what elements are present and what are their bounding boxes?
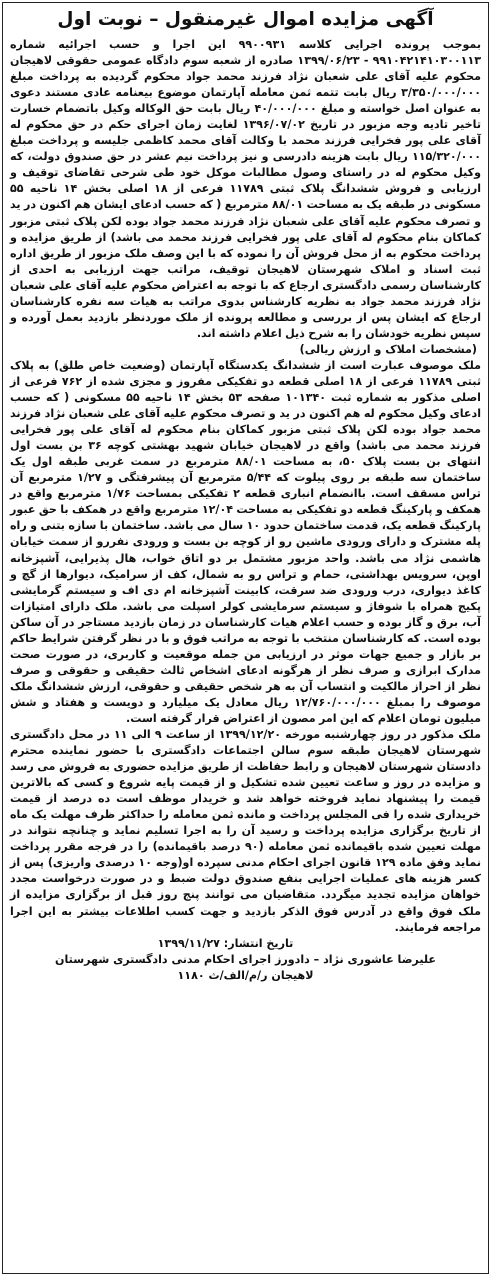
- reference-code: لاهیجان ر/م/الف/ث ۱۱۸۰: [177, 968, 314, 982]
- notice-title: آگهی مزایده اموال غیرمنقول – نوبت اول: [57, 9, 434, 30]
- property-paragraph: ملک موصوف عبارت است از ششدانگ یکدستگاه آپارتمان (وضعیت خاص طلق) به پلاک ثبتی ۱۱۷۸۹ فرعی از ۱۸ اصلی قطعه دو تفکیکی مفروز و مجزی شده از ۷۶۲ فرعی از اصلی مذکور به شماره ثبت ۱۰۱۳۴۰ صفحه ۵۳ بخش ۱۴ ناحیه ۵۵ مسکونی ( که حسب ادعای وکیل محکوم له هم اکنون در ید و تصرف محکوم علیه آقای علی شعبان نژاد فرزند محمد جواد بوده لکن پلاک ثبتی مزبور کماکان بنام محکوم له آقای علی پور فخرایی فرزند محمد می باشد) واقع در لاهیجان خیابان شهید بهشتی کوچه ۳۶ بن بست اول انتهای بن بست پلاک ۵۰، به مساحت ۸۸/۰۱ مترمربع در سمت غربی طبقه اول یک ساختمان سه طبقه بر روی پیلوت که ۵/۴۴ مترمربع آن پیشرفتگی و ۱/۲۷ مترمربع آن تراس مسقف است. باانضمام انباری قطعه ۲ تفکیکی بمساحت ۱/۷۶ مترمربع واقع در همکف و پارکینگ قطعه دو تفکیکی به مساحت ۱۲/۰۴ مترمربع واقع در همکف با حق عبور پارکینگ قطعه یک، قدمت ساختمان حدود ۱۰ سال می باشد. ساختمان با سازه بتنی و راه پله مشترک و دارای ورودی ماشین رو از کوچه بن بست و ورودی نفررو از سمت خیابان هاشمی نژاد می باشد. واحد مزبور مشتمل بر دو اتاق خواب، هال پذیرایی، آشپزخانه اوپن، سرویس بهداشتی، حمام و تراس رو به شمال، کف از سرامیک، دیوارها از گچ و کاغذ دیواری، درب ورودی ضد سرقت، کابینت آشپزخانه ام دی اف و سیستم گرمایشی پکیج همراه با شوفاژ و سیستم سرمایشی کولر اسپلت می باشد. ملک دارای امتیازات آب، برق و گاز بوده و حسب اعلام هیات کارشناسان در زمان بازدید مستاجر در آن ساکن بوده است. که کارشناسان منتخب با توجه به مراتب فوق و با در نظر گرفتن شرایط حاکم بر بازار و جمیع جهات موثر در ارزیابی من جمله موقعیت و کاربری، در صورت صحت مدارک ابرازی و صرف نظر از هرگونه ادعای اشخاص ثالث حقیقی و حقوقی و صرف نظر از احراز مالکیت و انتساب آن به هر شخص حقیقی و حقوقی، ارزش ششدانگ ملک موصوف را بمبلغ ۱۲/۷۶۰/۰۰۰/۰۰۰ ریال معادل یک میلیارد و دویست و هفتاد و شش میلیون تومان اعلام که این امر مصون از اعتراض قرار گرفته است.: [10, 358, 482, 725]
- auction-notice: [2, 2, 489, 1274]
- publication-date: تاریخ انتشار: ۱۳۹۹/۱۱/۲۷: [157, 936, 294, 950]
- signatory-name: علیرضا عاشوری نژاد – دادورز اجرای احکام مدنی دادگستری شهرستان: [55, 952, 436, 966]
- intro-paragraph: بموجب پرونده اجرایی کلاسه ۹۹۰۰۹۳۱ این اجرا و حسب اجرائیه شماره ۹۹۱۰۴۲۱۴۱۰۳۰۰۱۱۳ - ۱۳۹۹/۰۶/۲۳ صادره از شعبه سوم دادگاه عمومی حقوقی لاهیجان محکوم علیه آقای علی شعبان نژاد فرزند محمد جواد محکوم گردیده به پرداخت مبلغ ۳/۳۵۰/۰۰۰/۰۰۰ ریال بابت تتمه ثمن معامله آپارتمان موضوع بیعنامه عادی مستند دعوی به عنوان اصل خواسته و مبلغ ۴۰/۰۰۰/۰۰۰ ریال بابت حق الوکاله وکیل باتضمام خسارت تاخیر تادیه وجه مزبور در تاریخ ۱۳۹۶/۰۷/۰۲ لغایت زمان اجرای حکم در حق محکوم له آقای علی پور فخرایی فرزند محمد با وکالت آقای محمد کاظمی جلیسه و پرداخت مبلغ ۱۱۵/۳۲۰/۰۰۰ ریال بابت هزینه دادرسی و نیز پرداخت نیم عشر در حق صندوق دولت، که وکیل محکوم له در راستای وصول مطالبات موکل خود طی شرحی تقاضای توقیف و ارزیابی و فروش ششدانگ پلاک ثبتی ۱۱۷۸۹ فرعی از ۱۸ اصلی بخش ۱۴ ناحیه ۵۵ مسکونی در طبقه یک به مساحت ۸۸/۰۱ مترمربع ( که حسب ادعای ایشان هم اکنون در ید و تصرف محکوم علیه آقای علی شعبان نژاد فرزند محمد جواد بوده لکن پلاک ثبتی مزبور کماکان بنام محکوم له آقای علی پور فخرایی فرزند محمد می باشد) از طریق مزایده و پرداخت محکوم به از محل فروش آن را نموده که با این وصف ملک مزبور از طریق اداره ثبت اسناد و املاک شهرستان لاهیجان توقیف، مراتب جهت ارزیابی به احدی از کارشناسان رسمی دادگستری ارجاع که با توجه به اعتراض محکوم علیه آقای علی شعبان نژاد فرزند محمد جواد به نظریه کارشناس بدوی مراتب به هیات سه نفره کارشناسان ارجاع که ایشان پس از بررسی و مطالعه پرونده از ملک موردنظر بازدید بعمل آورده و سپس نظریه خودشان را به شرح ذیل اعلام داشته اند.: [10, 38, 482, 340]
- auction-paragraph: ملک مذکور در روز چهارشنبه مورخه ۱۳۹۹/۱۲/۲۰ از ساعت ۹ الی ۱۱ در محل دادگستری شهرستان لاهیجان طبقه سوم سالن اجتماعات دادگستری با حضور نماینده محترم دادستان شهرستان لاهیجان و رابط حفاظت از طریق مزایده حضوری به فروش می رسد و مزایده در روز و ساعت تعیین شده تشکیل و از قیمت پایه شروع و کسی که بالاترین قیمت را پیشنهاد نماید فروخته خواهد شد و خریدار موظف است ده درصد از قیمت خریداری شده را فی المجلس پرداخت و مانده ثمن معامله را حداکثر ظرف مهلت یک ماه از تاریخ برگزاری مزایده پرداخت و رسید آن را به اجرا تسلیم نماید و چنانچه نتواند در مهلت تعیین شده باقیمانده ثمن معامله (۹۰ درصد باقیمانده) را در فرجه مقرر پرداخت نماید وفق ماده ۱۲۹ قانون اجرای احکام مدنی سپرده او(وجه ۱۰ درصدی واریزی) پس از کسر هزینه های عملیات اجرایی بنفع صندوق دولت ضبط و در صورت درخواست مجدد خواهان مزایده تجدید میگردد. متقاضیان می توانند پنج روز قبل از برگزاری مزایده از ملک فوق واقع در آدرس فوق الذکر بازدید و جهت کسب اطلاعات بیشتر به این اجرا مراجعه فرمایند.: [10, 728, 481, 934]
- specs-heading: (مشخصات املاک و ارزش ریالی): [299, 342, 477, 356]
- signature-block: [10, 936, 481, 984]
